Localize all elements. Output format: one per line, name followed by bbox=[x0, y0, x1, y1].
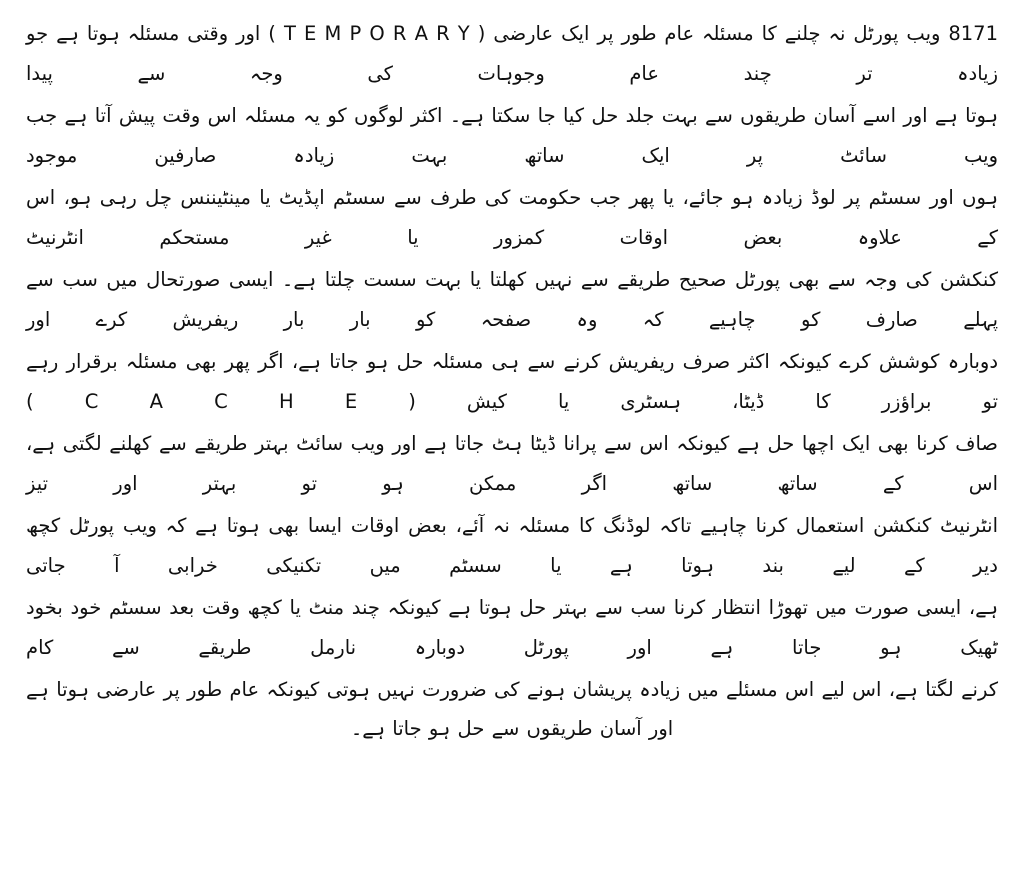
article-line: دوبارہ کوشش کرے کیونکہ اکثر صرف ریفریش کرنے سے ہی مسئلہ حل ہو جاتا ہے، اگر پھر بھی مسئلہ برقرار رہے تو براؤزر کا ڈیٹا، ہسٹری یا کیش ( C A C H E ) bbox=[26, 349, 998, 413]
article-line: کنکشن کی وجہ سے بھی پورٹل صحیح طریقے سے نہیں کھلتا یا بہت سست چلتا ہے۔ ایسی صورتحال میں سب سے پہلے صارف کو چاہیے کہ وہ صفحہ کو بار بار ریفریش کرے اور bbox=[26, 267, 998, 331]
page-bottom-margin bbox=[26, 751, 998, 871]
article-line: ہوں اور سسٹم پر لوڈ زیادہ ہو جائے، یا پھر جب حکومت کی طرف سے سسٹم اپڈیٹ یا مینٹیننس چل رہی ہو، اس کے علاوہ بعض اوقات کمزور یا غیر مستحکم انٹرنیٹ bbox=[26, 185, 998, 249]
article-line: 8171 ویب پورٹل نہ چلنے کا مسئلہ عام طور پر ایک عارضی ( T E M P O R A R Y ) اور وقتی مسئلہ ہوتا ہے جو زیادہ تر چند عام وجوہات کی وجہ سے پیدا bbox=[26, 22, 998, 85]
article-line: کرنے لگتا ہے، اس لیے اس مسئلے میں زیادہ پریشان ہونے کی ضرورت نہیں ہوتی کیونکہ عام طور پر عارضی ہوتا ہے اور آسان طریقوں سے حل ہو جاتا ہے۔ bbox=[26, 677, 998, 741]
article-line: صاف کرنا بھی ایک اچھا حل ہے کیونکہ اس سے پرانا ڈیٹا ہٹ جاتا ہے اور ویب سائٹ بہتر طریقے سے کھلنے لگتی ہے، اس کے ساتھ ساتھ اگر ممکن ہو تو بہتر اور تیز bbox=[26, 431, 998, 495]
article-line: ہوتا ہے اور اسے آسان طریقوں سے بہت جلد حل کیا جا سکتا ہے۔ اکثر لوگوں کو یہ مسئلہ اس وقت پیش آتا ہے جب ویب سائٹ پر ایک ساتھ بہت زیادہ صارفین موجود bbox=[26, 103, 998, 167]
urdu-article-body bbox=[26, 14, 998, 749]
article-line: انٹرنیٹ کنکشن استعمال کرنا چاہیے تاکہ لوڈنگ کا مسئلہ نہ آئے، بعض اوقات ایسا بھی ہوتا ہے کہ ویب پورٹل کچھ دیر کے لیے بند ہوتا ہے یا سسٹم میں تکنیکی خرابی آ جاتی bbox=[26, 513, 998, 577]
article-line: ہے، ایسی صورت میں تھوڑا انتظار کرنا سب سے بہتر حل ہوتا ہے کیونکہ چند منٹ یا کچھ وقت بعد سسٹم خود بخود ٹھیک ہو جاتا ہے اور پورٹل دوبارہ نارمل طریقے سے کام bbox=[26, 595, 998, 659]
